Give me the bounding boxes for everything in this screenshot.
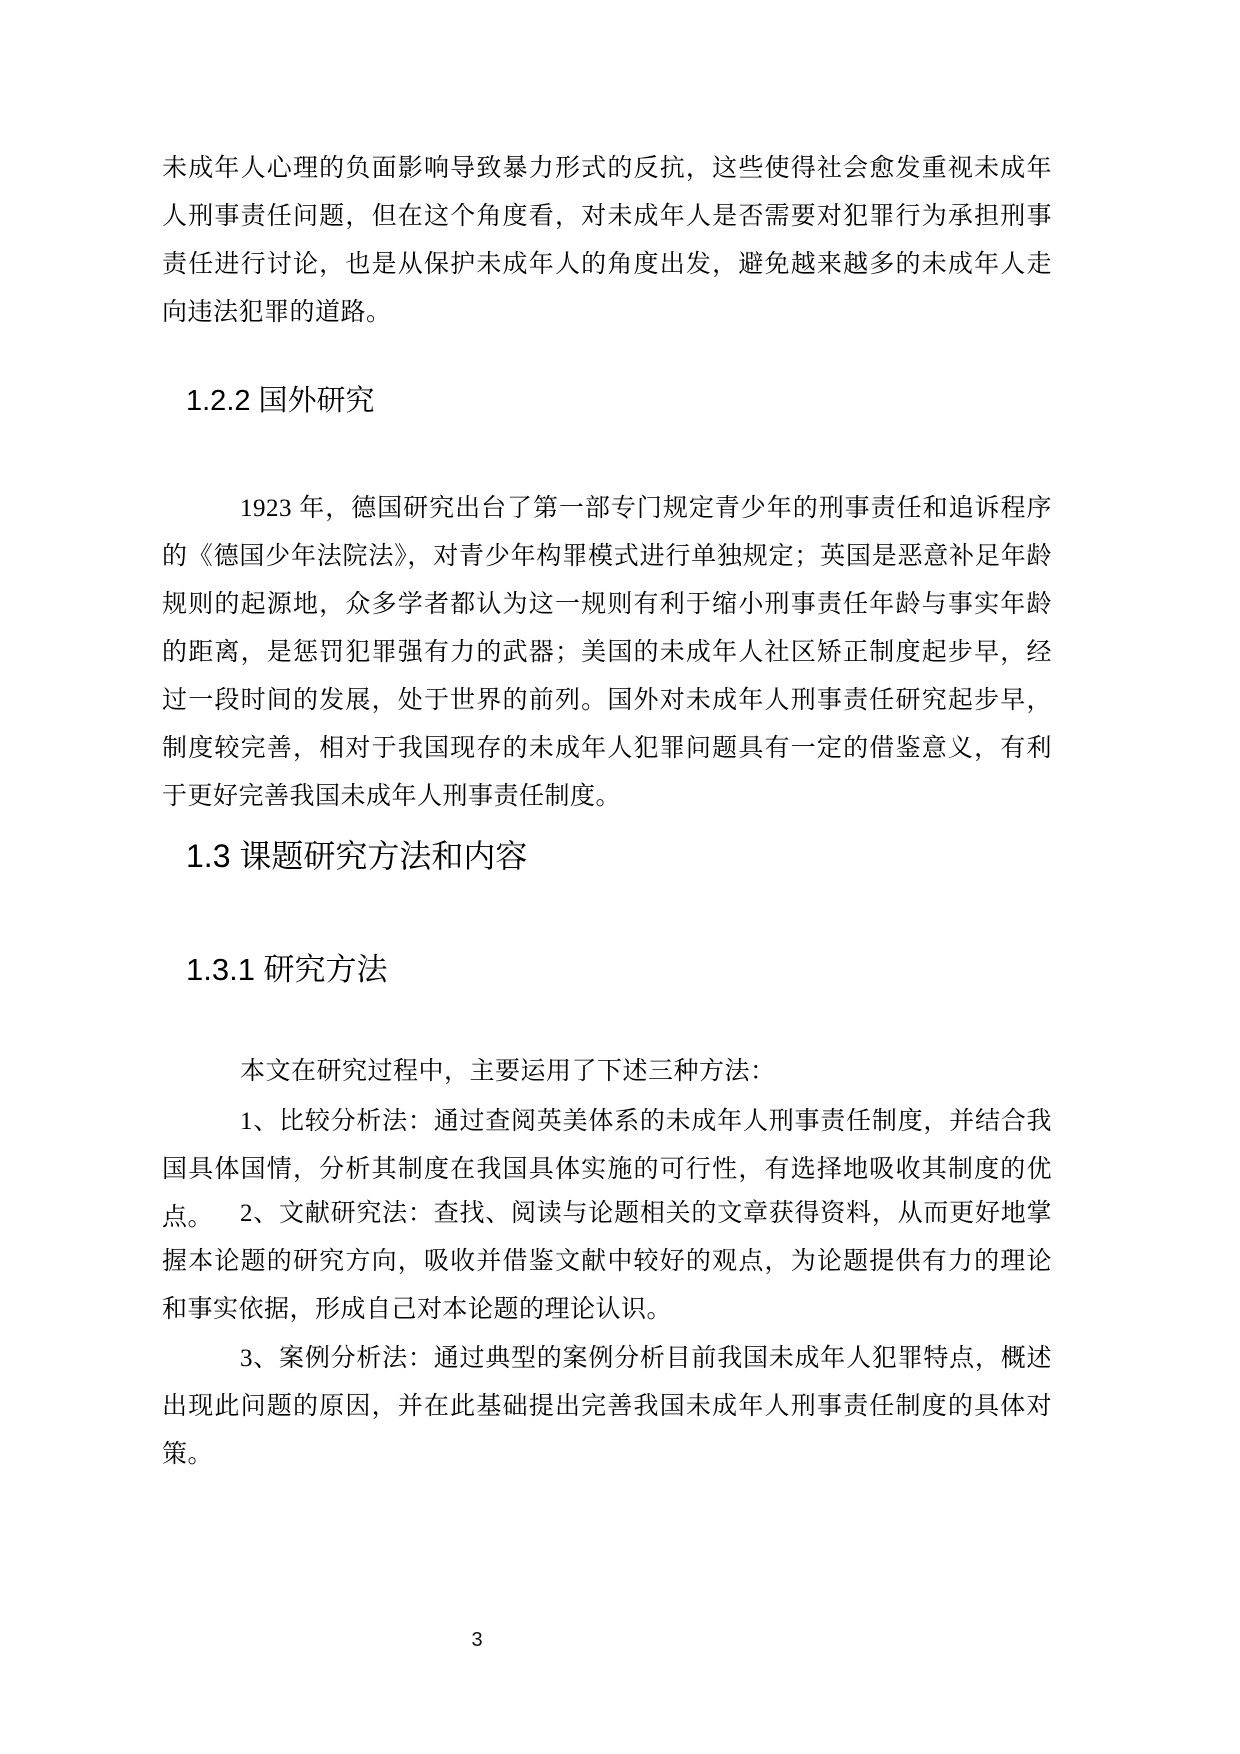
page-number: 3 [471,1629,483,1651]
paragraph-method-case: 3、案例分析法：通过典型的案例分析目前我国未成年人犯罪特点，概述出现此问题的原因，并在此基础提出完善我国未成年人刑事责任制度的具体对策。 [162,1345,1052,1468]
paragraph-continuation: 未成年人心理的负面影响导致暴力形式的反抗，这些使得社会愈发重视未成年人刑事责任问题，但在这个角度看，对未成年人是否需要对犯罪行为承担刑事责任进行讨论，也是从保护未成年人的角度出发，避免越来越多的未成年人走向违法犯罪的道路。 [162,155,1052,326]
paragraph-methods-intro: 本文在研究过程中，主要运用了下述三种方法： [240,1058,776,1085]
heading-1-2-2-foreign-research: 1.2.2 国外研究 [186,385,375,417]
heading-1-3-methods-and-content: 1.3 课题研究方法和内容 [186,838,528,874]
paragraph-method-comparative: 1、比较分析法：通过查阅英美体系的未成年人刑事责任制度，并结合我国具体国情，分析其制度在我国具体实施的可行性，有选择地吸收其制度的优点。 [162,1108,1052,1231]
paragraph-foreign-research: 1923 年，德国研究出台了第一部专门规定青少年的刑事责任和追诉程序的《德国少年法院法》，对青少年构罪模式进行单独规定；英国是恶意补足年龄规则的起源地，众多学者都认为这一规则有利于缩小刑事责任年龄与事实年龄的距离，是惩罚犯罪强有力的武器；美国的未成年人社区矫正制度起步早，经过一段时间的发展，处于世界的前列。国外对未成年人刑事责任研究起步早，制度较完善，相对于我国现存的未成年人犯罪问题具有一定的借鉴意义，有利于更好完善我国未成年人刑事责任制度。 [162,495,1052,810]
heading-1-3-1-research-methods: 1.3.1 研究方法 [186,952,388,987]
paragraph-method-literature: 2、文献研究法：查找、阅读与论题相关的文章获得资料，从而更好地掌握本论题的研究方向，吸收并借鉴文献中较好的观点，为论题提供有力的理论和事实依据，形成自己对本论题的理论认识。 [162,1200,1052,1323]
